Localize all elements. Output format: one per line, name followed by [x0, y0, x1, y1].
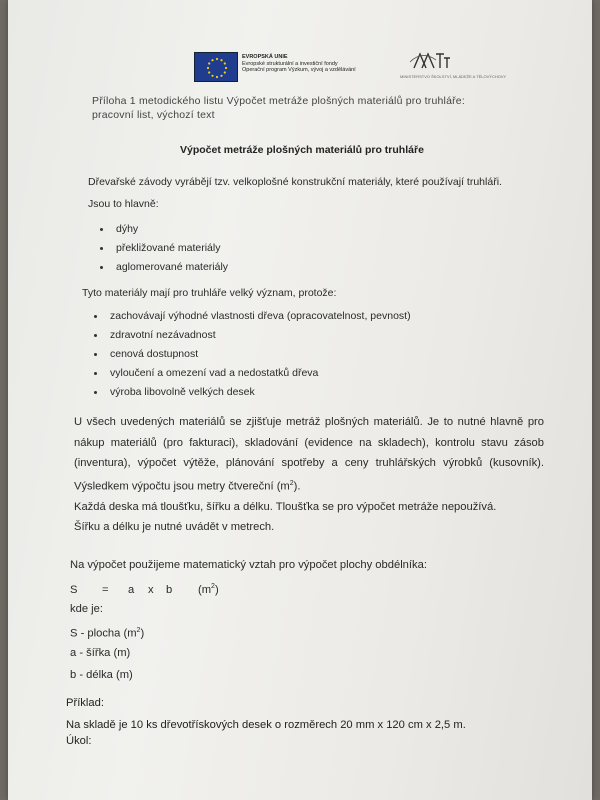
annex-line-2: pracovní list, výchozí text: [92, 109, 215, 121]
example-section: [66, 692, 466, 752]
formula-b-definition: b - délka (m): [70, 669, 133, 681]
importance-intro: Tyto materiály mají pro truhláře velký význam, protože:: [82, 287, 337, 299]
eu-funding-text: [242, 54, 356, 74]
formula-unit: [198, 576, 219, 601]
document-title: Výpočet metráže plošných materiálů pro truhláře: [180, 144, 424, 156]
formula-eq: =: [102, 583, 109, 596]
eu-funds-label: Evropské strukturální a investiční fondy: [242, 60, 338, 67]
list-item: dýhy: [96, 220, 228, 239]
list-item: zdravotní nezávadnost: [90, 326, 411, 345]
result-end: ).: [293, 480, 301, 493]
worksheet-page: [8, 0, 592, 800]
paragraph-line: U všech uvedených materiálů se zjišťuje metráž plošných materiálů. Je to nutné hlavně pro: [74, 416, 544, 428]
formula-a-definition: a - šířka (m): [70, 647, 131, 659]
s-def-sup: 2: [136, 627, 141, 634]
paragraph-line: Každá deska má tloušťku, šířku a délku. Tloušťka se pro výpočet metráže nepoužívá.: [74, 500, 497, 513]
annex-line-1: Příloha 1 metodického listu Výpočet metráže plošných materiálů pro truhláře:: [92, 95, 465, 107]
list-item: cenová dostupnost: [90, 345, 411, 364]
s-def-text: S - plocha (m: [70, 627, 137, 640]
list-item: zachovávají výhodné vlastnosti dřeva (opracovatelnost, pevnost): [90, 307, 411, 326]
unit-sup: 2: [211, 583, 215, 590]
paragraph-line: (inventura), výpočet výtěže, plánování spotřeby a ceny truhlářských výrobků (kusovník).: [74, 457, 544, 469]
logo-header: [188, 48, 507, 86]
eu-flag-icon: [194, 52, 238, 82]
formula-s-definition: [70, 620, 427, 642]
formula-x: x: [148, 583, 154, 596]
ministry-logo-icon: [400, 48, 507, 84]
paragraph-line: nákup materiálů (pro fakturaci), skladování (evidence na skladech), kontrolu stavu zásob: [74, 436, 544, 449]
formula-intro: Na výpočet použijeme matematický vztah pro výpočet plochy obdélníka:: [70, 559, 427, 571]
unit-text: (m: [198, 583, 212, 596]
formula-s: S: [70, 583, 78, 596]
example-label: Příklad:: [66, 697, 104, 709]
ministry-label: MINISTERSTVO ŠKOLSTVÍ, MLÁDEŽE A TĚLOVÝCHOVY: [400, 74, 507, 79]
task-label: Úkol:: [66, 735, 92, 747]
paragraph-line: Šířku a délku je nutné uvádět v metrech.: [74, 521, 275, 534]
s-def-end: ): [140, 627, 145, 640]
intro-line-2: Jsou to hlavně:: [88, 198, 159, 210]
list-item: aglomerované materiály: [96, 258, 228, 277]
list-item: výroba libovolně velkých desek: [90, 383, 411, 402]
example-text: Na skladě je 10 ks dřevotřískových desek o rozměrech 20 mm x 120 cm x 2,5 m.: [66, 719, 466, 731]
paragraph-line-result: [74, 474, 554, 497]
area-formula: [70, 576, 427, 598]
formula-where: kde je:: [70, 603, 103, 615]
main-paragraph: [74, 412, 554, 538]
materials-list: [96, 220, 228, 277]
eu-union-label: EVROPSKÁ UNIE: [242, 54, 288, 60]
list-item: překližované materiály: [96, 239, 228, 258]
formula-a: a: [128, 583, 135, 596]
list-item: vyloučení a omezení vad a nedostatků dřeva: [90, 364, 411, 383]
result-text: Výsledkem výpočtu jsou metry čtvereční (m: [74, 480, 290, 493]
result-sup: 2: [289, 479, 294, 487]
formula-section: [70, 554, 427, 686]
annex-heading: [92, 94, 552, 122]
unit-end: ): [214, 583, 219, 596]
intro-line-1: Dřevařské závody vyrábějí tzv. velkoplošné konstrukční materiály, které používají truhláři.: [88, 176, 502, 188]
eu-program-label: Operační program Výzkum, vývoj a vzdělávání: [242, 67, 356, 73]
formula-b: b: [166, 583, 173, 596]
reasons-list: [90, 307, 411, 402]
